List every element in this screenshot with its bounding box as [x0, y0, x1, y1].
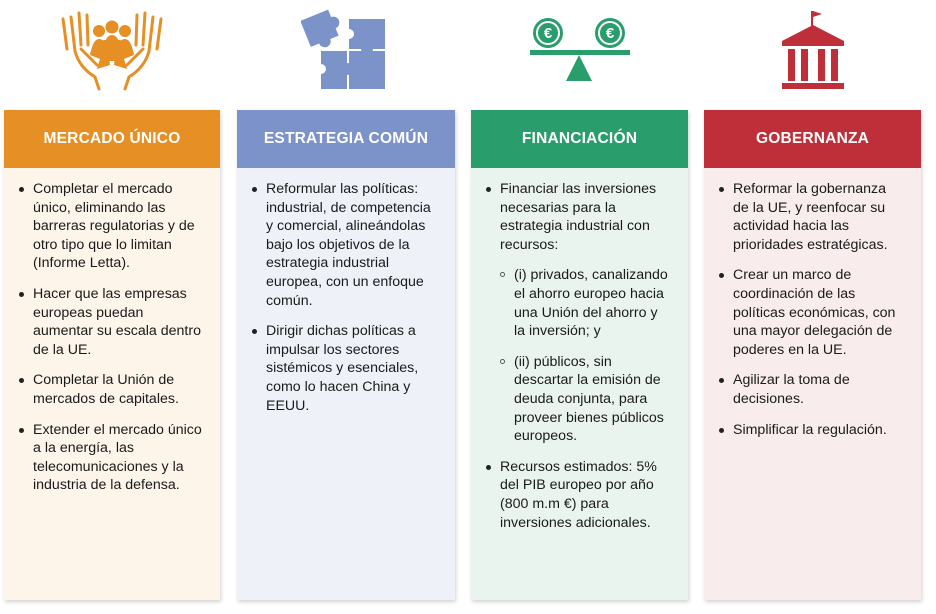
list-item: Completar el mercado único, eliminando las barreras regulatorias y de otro tipo que lo limitan (Informe Letta).: [18, 180, 204, 273]
list-item: Reformar la gobernanza de la UE, y reenfocar su actividad hacia las prioridades estratégicas.: [718, 180, 905, 254]
euro-balance-icon: [471, 0, 688, 100]
column-title: FINANCIACIÓN: [471, 110, 688, 168]
column-estrategia-comun: [237, 110, 455, 600]
list-item: Reformular las políticas: industrial, de competencia y comercial, alineándolas bajo los objetivos de la estrategia industrial europea, con un enfoque común.: [251, 180, 439, 310]
list-item-text: Financiar las inversiones necesarias para la estrategia industrial con recursos:: [500, 181, 657, 253]
list-item: Extender el mercado único a la energía, las telecomunicaciones y la industria de la defensa.: [18, 421, 204, 495]
svg-text:€: €: [605, 25, 614, 42]
sub-list-item: (i) privados, canalizando el ahorro europeo hacia una Unión del ahorro y la inversión; y: [500, 266, 672, 340]
column-gobernanza: [704, 110, 921, 600]
column-title: ESTRATEGIA COMÚN: [237, 110, 455, 168]
list-item: Dirigir dichas políticas a impulsar los sectores sistémicos y esenciales, como lo hacen China y EEUU.: [251, 322, 439, 415]
column-financiacion: [471, 110, 688, 600]
column-title: GOBERNANZA: [704, 110, 921, 168]
list-item: Simplificar la regulación.: [718, 421, 905, 440]
list-item: Recursos estimados: 5% del PIB europeo por año (800 m.m €) para inversiones adicionales.: [485, 458, 672, 532]
list-item: Completar la Unión de mercados de capitales.: [18, 371, 204, 408]
column-title: MERCADO ÚNICO: [4, 110, 220, 168]
list-item: [485, 180, 672, 446]
government-building-icon: [704, 0, 921, 100]
list-item: Hacer que las empresas europeas puedan aumentar su escala dentro de la UE.: [18, 285, 204, 359]
list-item: Agilizar la toma de decisiones.: [718, 371, 905, 408]
column-mercado-unico: [4, 110, 220, 600]
list-item: Crear un marco de coordinación de las políticas económicas, con una mayor delegación de poderes en la UE.: [718, 266, 905, 359]
svg-text:€: €: [543, 25, 552, 42]
puzzle-icon: [237, 0, 455, 100]
sub-list-item: (ii) públicos, sin descartar la emisión de deuda conjunta, para proveer bienes públicos europeos.: [500, 353, 672, 446]
hands-people-icon: [4, 0, 220, 100]
